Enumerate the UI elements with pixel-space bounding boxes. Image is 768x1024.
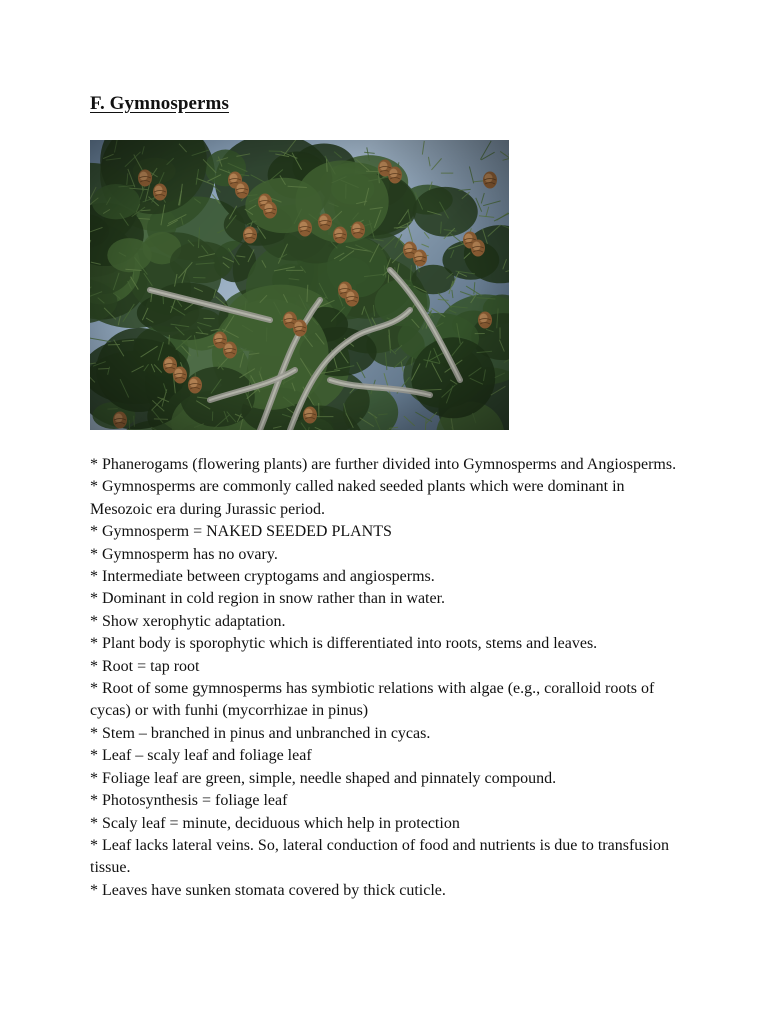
pine-cone-photo — [90, 140, 509, 430]
bullet-item: * Leaf lacks lateral veins. So, lateral conduction of food and nutrients is due to transfusion tissue. — [90, 836, 669, 877]
bullet-list — [90, 454, 690, 902]
bullet-item: * Phanerogams (flowering plants) are further divided into Gymnosperms and Angiosperms. — [90, 456, 677, 473]
bullet-item: * Leaf – scaly leaf and foliage leaf — [90, 747, 312, 765]
bullet-item: * Intermediate between cryptogams and angiosperms. — [90, 568, 435, 586]
bullet-item: * Plant body is sporophytic which is differentiated into roots, stems and leaves. — [90, 635, 598, 653]
bullet-item: * Scaly leaf = minute, deciduous which help in protection — [90, 814, 460, 832]
bullet-item: * Gymnosperms are commonly called naked seeded plants which were dominant in Mesozoic era during Jurassic period. — [90, 478, 625, 518]
bullet-item: * Root = tap root — [90, 657, 200, 675]
bullet-item: * Dominant in cold region in snow rather than in water. — [90, 590, 446, 608]
section-heading: F. Gymnosperms — [90, 93, 229, 114]
bullet-item: * Foliage leaf are green, simple, needle shaped and pinnately compound. — [90, 769, 557, 787]
bullet-item: * Show xerophytic adaptation. — [90, 612, 286, 630]
bullet-item: * Stem – branched in pinus and unbranched in cycas. — [90, 724, 431, 742]
bullet-item: * Leaves have sunken stomata covered by thick cuticle. — [90, 881, 446, 899]
bullet-item: * Photosynthesis = foliage leaf — [90, 792, 288, 810]
bullet-item: * Gymnosperm has no ovary. — [90, 545, 278, 563]
bullet-item: * Gymnosperm = NAKED SEEDED PLANTS — [90, 523, 392, 541]
bullet-item: * Root of some gymnosperms has symbiotic relations with algae (e.g., coralloid roots of cycas) or with funhi (mycorrhizae in pinus) — [90, 680, 655, 720]
